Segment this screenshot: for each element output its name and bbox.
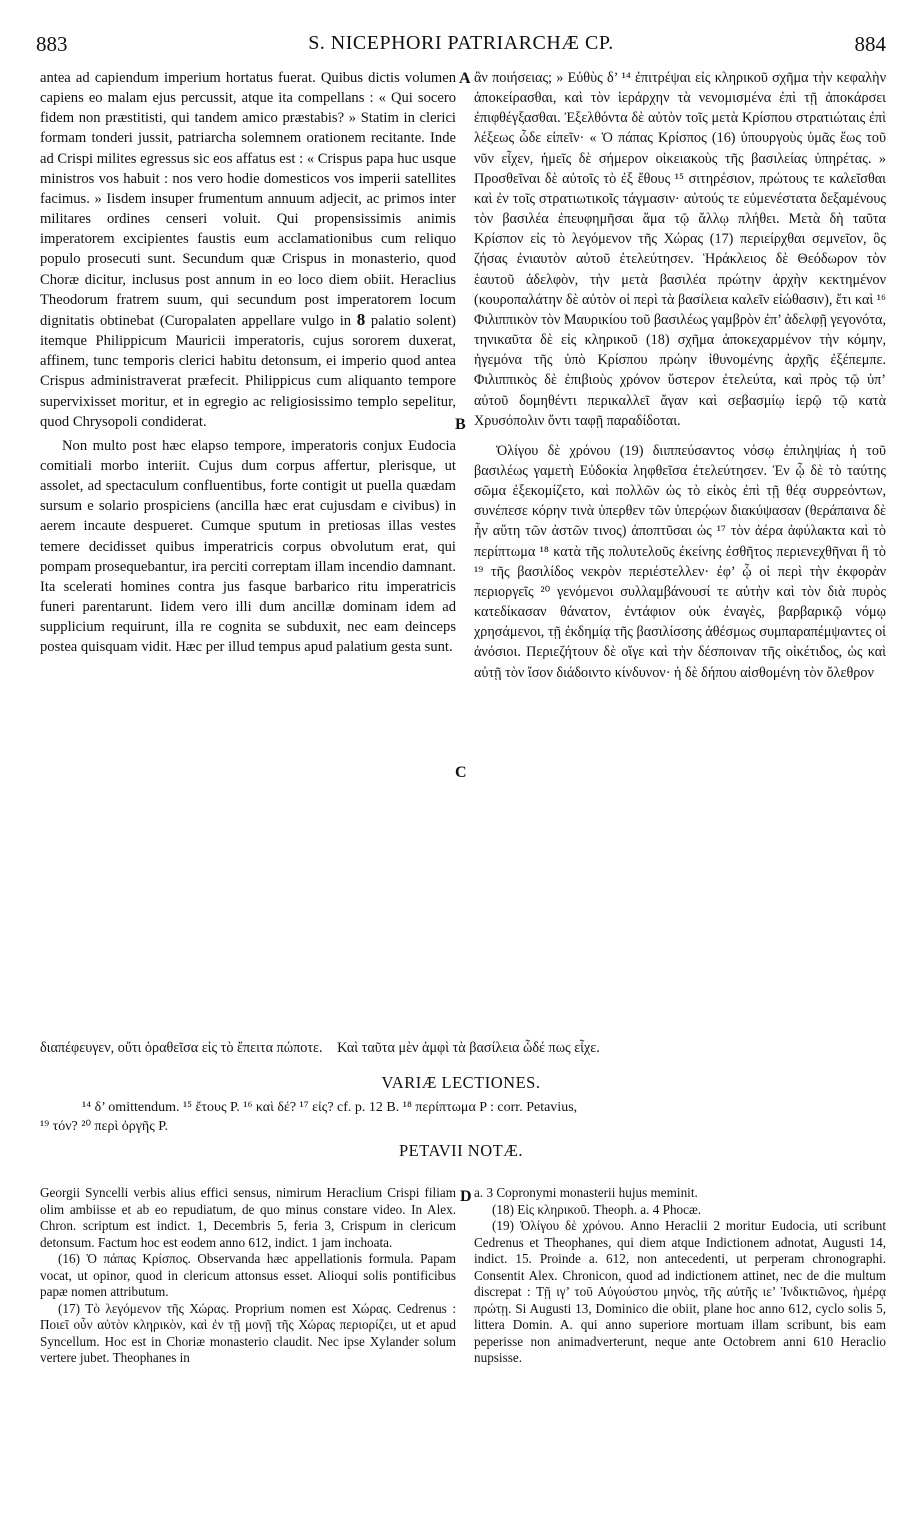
notes-right-column bbox=[474, 1185, 886, 1367]
latin-paragraph bbox=[40, 68, 456, 432]
margin-marker-a: A bbox=[459, 70, 471, 87]
latin-text-1b: palatio solent) itemque Philippicum Mauricii imperatoris, cujus sororem duxerat, affinem, tunc temporis clerici habitu detonsum, ei imperio quod antea Crispus administraverat præfecit. Philippicus cum aliquanto tempore supervixisset moritur, et in egregio ac religiosissimo templo sepelitur, quod Chrysopoli condiderat. bbox=[40, 312, 456, 430]
note-paragraph: (16) Ὁ πάπας Κρίσπος. Observanda hæc appellationis formula. Papam vocat, ut opinor, quod in clericum attonsus esset. Alioqui solis pontificibus papæ nomen attributum. bbox=[40, 1251, 456, 1299]
latin-paragraph: Non multo post hæc elapso tempore, imperatoris conjux Eudocia comitiali morbo interiit. Cujus dum corpus affertur, plerisque, ut assolet, ad spectaculum confluentibus, forte contigit ut puella quædam sursum e solario prospiciens (ancilla hæc erat cujusdam e civibus) in aerem incaute despueret. Cumque sputum in pretiosas illas vestes temere decidisset quibus imperatricis corpus obvolutum erat, qui pompam prosequebantur, ira perciti correptam illam incendio damnant. Ita scelerati homines contra jus fasque barbarico ritu imperatricis funeri parentarunt. Iidem vero illi dum ancillæ dominam idem ad supplicium requirunt, illa re cognita se subduxit, nec eam deinceps postea quisquam vidit. Hæc per illud tempus apud palatium gesta sunt. bbox=[40, 437, 456, 656]
note-paragraph: (19) Ὀλίγου δὲ χρόνου. Anno Heraclii 2 moritur Eudocia, uti scribunt Cedrenus et Theophanes, qui diem atque Indictionem adnotat, Augusti 14, indict. 15. Proinde a. 612, non antecedenti, ut perperam chronographi. Consentit Alex. Chronicon, quod ad indictionem attinet, nec de die multum discrepat : Τῇ ιγ’ τοῦ Αὐγούστου μηνὸς, τῆς αὐτῆς ιε’ Ἰνδικτιῶνος, ἡμέρᾳ πρώτῃ. Si Augusti 13, Dominico die obiit, plane hoc anno 612, cyclo solis 5, littera Domin. A. qui anno superiore mortuam illam scribunt, bis eam peperisse non animadverterunt, neque ante Octobrem anni 610 Heraclio nupsisse. bbox=[474, 1218, 886, 1365]
closing-greek-a: διαπέφευγεν, οὔτι ὁραθεῖσα εἰς τὸ ἔπειτα πώποτε. bbox=[40, 1040, 323, 1056]
variae-lectiones bbox=[40, 1098, 886, 1136]
variae-row-1: ¹⁴ δ’ omittendum. ¹⁵ ἔτους P. ¹⁶ καὶ δέ? ¹⁷ εἰς? cf. p. 12 B. ¹⁸ περίπτωμα P : corr. Petavius, bbox=[82, 1100, 578, 1115]
variae-row-2: ¹⁹ τόν? ²⁰ περὶ ὀργῆς P. bbox=[40, 1119, 169, 1134]
page-header bbox=[36, 32, 886, 56]
note-paragraph: (17) Τὸ λεγόμενον τῆς Χώρας. Proprium nomen est Χώρας. Cedrenus : Ποιεῖ οὖν αὐτὸν κληρικὸν, καὶ ἐν τῇ μονῇ τῆς Χώρας περιορίζει, ut et apud Syncellum. Hoc est in Choriæ monasterio claudit. Nec ipse Xylander solum vertere jubet. Theophanes in bbox=[40, 1300, 456, 1365]
closing-greek-b: Καὶ ταῦτα μὲν ἀμφὶ τὰ βασίλεια ὧδέ πως εἶχε. bbox=[337, 1040, 600, 1056]
note-paragraph: (18) Εἰς κληρικοῦ. Theoph. a. 4 Phocæ. bbox=[492, 1201, 702, 1217]
page-number-left: 883 bbox=[36, 32, 68, 56]
notes-left-column bbox=[40, 1185, 456, 1367]
running-title: S. NICEPHORI PATRIARCHÆ CP. bbox=[308, 32, 614, 54]
greek-paragraph: Ὀλίγου δὲ χρόνου (19) διιππεύσαντος νόσῳ ἐπιληψίας ἡ τοῦ βασιλέως γαμετὴ Εὐδοκία ληφθεῖσα ἐτελεύτησεν. Ἐν ᾧ δὲ τὸ ταύτης σῶμα ἐξεκομίζετο, καὶ πολλῶν ὡς τὸ εἰκὸς ἐπὶ τῇ θέᾳ συρρεόντων, συνέπεσε κόρην τινὰ ὑπερθεν τῶν ὑπερῴων διακύψασαν (θεράπαινα δὲ ἦν αὕτη τῶν ἀστῶν τινος) ἀποπτῦσαι ὡς ¹⁷ τὸν ἀέρα ἀφύλακτα καὶ τὸ περίπτωμα ¹⁸ κατὰ τῆς πολυτελοῦς ἐκείνης ἐσθῆτος περιενεχθῆναι ἣ τὸ ¹⁹ τῆς βασιλίδος νεκρὸν περιέστελλεν· ἐφ’ ᾧ οἱ περὶ τὴν ἐκφορὰν περιοργεῖς ²⁰ γενόμενοι συλλαμβάνουσί τε αὐτὴν καὶ τὸν διὰ πυρὸς κατεδίκασαν θάνατον, ἐντάφιον οὐκ ἐναγὲς, βαρβαρικῷ νόμῳ χρησάμενοι, τῇ ἐκδημίᾳ τῆς βασιλίσσης ἀθέσμως συμπαραπέμψαντες οἱ ἀνόσιοι. Περιεζήτουν δὲ οἵγε καὶ τὴν δέσποιναν τῆς οἰκέτιδος, ὡς καὶ αὐτῇ τὸν ἴσον διάδοιντο κίνδυνον· ἡ δὲ δήπου αἰσθομένη τὸν ὄλεθρον bbox=[474, 442, 886, 681]
margin-marker-b: B bbox=[455, 416, 466, 433]
petavii-notae-title: PETAVII NOTÆ. bbox=[398, 1141, 524, 1160]
latin-text-1: antea ad capiendum imperium hortatus fuerat. Quibus dictis volumen capiens eo malam ejus percussit, atque ita compellans : « Qui socero fidem non præstitisti, qui tandem amico præstabis? » Statim in clerici formam tonderi jussit, patriarcha solemnem orationem recitante. Inde ad Crispi milites egressus sic eos affatus est : « Crispus papa huc usque ministros vos habuit : nos vero hodie domesticos vos imperii satellites facimus. » Iisdem insuper frumentum annuum adjecit, ac primos inter militares ordines censeri voluit. Qui propensissimis animis imperatorem excipientes faustis eum acclamationibus cum reliquo populo prosecuti sunt. Secundum quæ Crispus in monasterio, quod Choræ dicitur, inclusus post annum in eo loco diem obiit. Heraclius Theodorum fratrem suum, qui secundum post imperatorem locum dignitatis obtinebat (Curopalaten appellare vulgo in bbox=[40, 70, 456, 329]
note-paragraph: Georgii Syncelli verbis alius effici sensus, nimirum Heraclium Crispi filiam olim ambiisse et ab eo repudiatum, de quo minus constare video. In Alex. Chron. scriptum est indict. 1, Decembris 5, feria 3, Crispum in clericum detonsum. Factum hoc est eodem anno 612, indict. 1 jam inchoata. bbox=[40, 1185, 456, 1250]
greek-column bbox=[474, 68, 886, 683]
margin-marker-c: C bbox=[455, 764, 467, 781]
variae-lectiones-title: VARIÆ LECTIONES. bbox=[381, 1073, 541, 1092]
note-paragraph: a. 3 Copronymi monasterii hujus meminit. bbox=[474, 1185, 698, 1200]
page-number-right: 884 bbox=[854, 32, 886, 56]
page-symbol: 8 bbox=[356, 309, 366, 329]
closing-line bbox=[40, 1038, 886, 1058]
margin-marker-d: D bbox=[460, 1188, 472, 1205]
latin-column bbox=[40, 68, 456, 658]
greek-paragraph: ἂν ποιήσειας; » Εὐθὺς δ’ ¹⁴ ἐπιτρέψαι εἰς κληρικοῦ σχῆμα τὴν κεφαλὴν ἀποκείρασθαι, καὶ τὸν ἱεράρχην τὰ νενομισμένα ἐπὶ τῇ ἀποκάρσει ἐπιφθέγξασθαι. Ἐξελθόντα δὲ αὐτὸν τοῖς μετὰ Κρίσπου στρατιώταις ἐπὶ λέξεως ὧδε εἰπεῖν· « Ὁ πάπας Κρίσπος (16) ὑπουργοὺς ὑμᾶς ἕως τοῦ νῦν εἶχεν, ἡμεῖς δὲ σήμερον οἰκειακοὺς τῆς βασιλείας ὑπηρέτας. » Προσθεῖναι δὲ αὐτοῖς τὸ ἐξ ἔθους ¹⁵ σιτηρέσιον, πρώτους τε καλεῖσθαι καὶ ἐν τοῖς στρατιωτικοῖς τάγμασιν· αὐτούς τε εὐμενέστατα δεξαμένους τὸν βασιλέα ἐπευφημῆσαι ἅμα τῷ ἄλλῳ πλήθει. Μετὰ δὴ ταῦτα Κρίσπον εἰς τὸ λεγόμενον τῆς Χώρας (17) περιείρχθαι σεμνεῖον, ὃς ζήσας ἐνιαυτὸν αὐτοῦ ἐτελεύτησεν. Ἡράκλειος δὲ Θεόδωρον τὸν ἑαυτοῦ ἀδελφὸν, τὴν μετὰ βασιλέα πρώτην ἀρχὴν κεκτημένον (κουροπαλάτην δὲ αὐτὸν οἱ περὶ τὰ βασίλεια καλεῖν εἰώθασιν), ἔτι καὶ ¹⁶ Φιλιππικὸν τὸν Μαυρικίου τοῦ βασιλέως γαμβρὸν ἐπ’ ἀδελφῇ γεγονότα, τηνικαῦτα δὲ εἰς κληρικοῦ (18) σχῆμα ἀποκεχαρμένον τὴν κόμην, ἡγεμόνα τῆς ὑπὸ Κρίσπου πρώην ἰθυνομένης ἀρχῆς ἐξέπεμπε. Φιλιππικὸς δὲ ἐπιβιοὺς χρόνον ὕστερον ἐτελεύτα, καὶ πρὸς τῷ ὑπ’ αὐτοῦ δομηθέντι περικαλλεῖ ἄγαν καὶ σεβασμίῳ ἱερῷ τῷ κατὰ Χρυσόπολιν ὄντι ταφῇ παραδίδοται. bbox=[474, 70, 886, 429]
